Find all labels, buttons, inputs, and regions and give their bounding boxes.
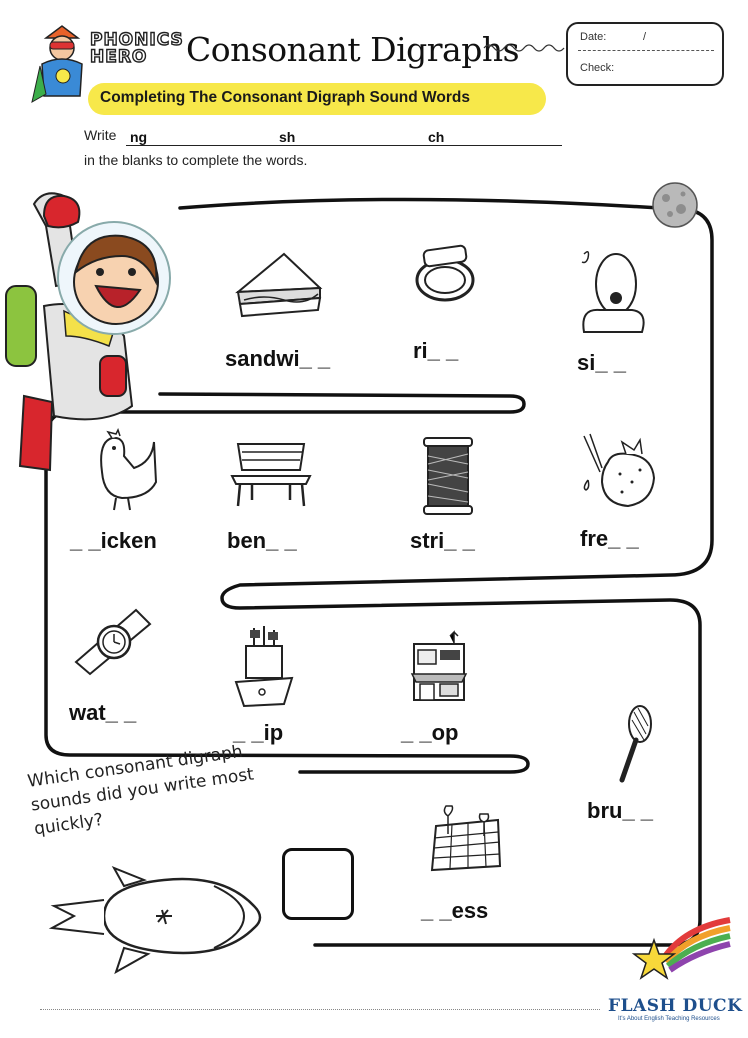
digraph-sh: sh <box>279 129 296 145</box>
rooster-icon <box>82 432 158 512</box>
word-ring: ri_ _ <box>413 338 459 363</box>
brush-icon <box>608 704 658 786</box>
strawberry-icon <box>582 432 662 512</box>
shop-icon <box>410 630 470 706</box>
watch-icon <box>74 604 154 674</box>
check-label: Check: <box>580 62 615 74</box>
logo-line-2: HERO <box>90 47 148 67</box>
logo-line-1: PHONICS <box>90 30 184 50</box>
brand-tagline: It's About English Teaching Resources <box>618 1016 720 1022</box>
word-bench: ben_ _ <box>227 528 297 553</box>
chess-board-icon <box>428 802 504 872</box>
word-sing: si_ _ <box>577 350 626 375</box>
subtitle-banner-text: Completing The Consonant Digraph Sound Words <box>100 89 470 106</box>
answer-box[interactable] <box>282 848 354 920</box>
instruction-write: Write <box>84 127 117 143</box>
footer-divider <box>40 1009 600 1010</box>
bench-icon <box>228 440 314 510</box>
word-ship: _ _ip <box>233 720 284 745</box>
ring-icon <box>410 238 480 308</box>
instruction-text: in the blanks to complete the words. <box>84 152 308 168</box>
singer-icon <box>576 248 646 334</box>
word-brush: bru_ _ <box>587 798 654 823</box>
word-chicken: _ _icken <box>70 528 157 553</box>
word-fresh: fre_ _ <box>580 526 639 551</box>
page-title: Consonant Digraphs <box>186 30 520 69</box>
rocket-icon <box>44 866 284 976</box>
word-chess: _ _ess <box>421 898 489 923</box>
word-string: stri_ _ <box>410 528 475 553</box>
word-watch: wat_ _ <box>69 700 137 725</box>
sandwich-icon <box>234 248 324 320</box>
word-shop: _ _op <box>401 720 459 745</box>
shooting-star-icon <box>634 918 734 982</box>
ship-icon <box>232 626 296 710</box>
digraph-ch: ch <box>428 129 445 145</box>
word-sandwich: sandwi_ _ <box>225 346 331 371</box>
date-label: Date: <box>580 31 607 43</box>
digraph-ng: ng <box>130 129 148 145</box>
moon-icon <box>651 181 699 229</box>
thread-spool-icon <box>420 436 476 516</box>
brand-logo: FLASH DUCK <box>608 996 743 1016</box>
date-separator: / <box>643 31 647 43</box>
reflection-question: Which consonant digraph sounds did you write most quickly? <box>26 741 256 840</box>
